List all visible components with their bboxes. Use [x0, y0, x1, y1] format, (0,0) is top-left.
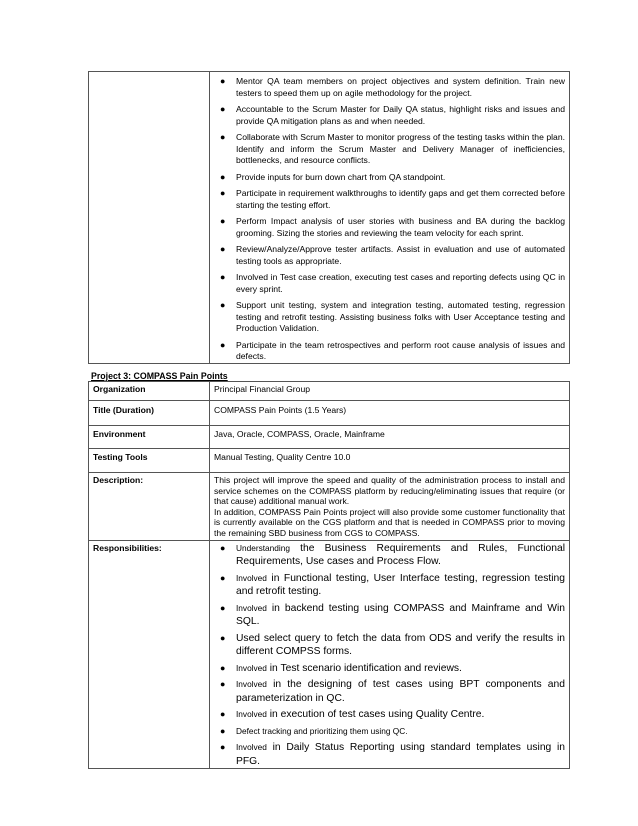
list-item: ● Mentor QA team members on project objectives and system definition. Train new testers to speed them up on agile methodology for the project.: [220, 76, 565, 98]
bullet-icon: ●: [220, 742, 226, 753]
list-item: ● Accountable to the Scrum Master for Daily QA status, highlight risks and issues and provide QA mitigation plans as and when needed.: [220, 104, 565, 126]
list-item: ● Review/Analyze/Approve tester artifacts. Assist in evaluation and use of automated testing tools as appropriate.: [220, 244, 565, 266]
environment-label: Environment: [89, 426, 210, 449]
description-label: Description:: [89, 473, 210, 541]
bullet-icon: ●: [220, 709, 226, 720]
bullet-icon: ●: [220, 542, 226, 553]
description-value: [210, 473, 570, 541]
list-item: ● Involved in Functional testing, User Interface testing, regression testing and retrofit testing.: [220, 572, 565, 598]
responsibilities-list: [214, 72, 565, 363]
bullet-icon: ●: [220, 132, 226, 142]
bullet-icon: ●: [220, 572, 226, 583]
list-item: ● Involved in Daily Status Reporting using standard templates using in PFG.: [220, 742, 565, 767]
duration-label: Title (Duration): [89, 401, 210, 426]
list-item: ● Understanding the Business Requirements and Rules, Functional Requirements, Use cases and Process Flow.: [220, 542, 565, 568]
project-3-details-table: [88, 381, 570, 769]
table-row: [89, 382, 570, 401]
list-item: ● Collaborate with Scrum Master to monitor progress of the testing tasks within the plan. Identify and inform the Scrum Master and Delivery Manager of inefficiencies, bottlenecks, and resource conflicts.: [220, 132, 565, 165]
environment-value: Java, Oracle, COMPASS, Oracle, Mainframe: [210, 426, 570, 449]
project-2-responsibilities-table: [88, 71, 570, 364]
bullet-icon: ●: [220, 300, 226, 310]
table-row: [89, 540, 570, 769]
bullet-icon: ●: [220, 76, 226, 86]
list-item: ● Involved in Test scenario identification and reviews.: [220, 662, 462, 674]
testing-tools-value: Manual Testing, Quality Centre 10.0: [210, 449, 570, 473]
table-row: [89, 401, 570, 426]
list-item: ● Used select query to fetch the data from ODS and verify the results in different COMPSS forms.: [220, 632, 565, 658]
bullet-icon: ●: [220, 244, 226, 254]
bullet-icon: ●: [220, 602, 226, 613]
description-paragraph: This project will improve the speed and quality of the administration process to install and service schemes on the COMPASS platform by reducing/eliminating issues that require (or that cause) additional manual work.: [214, 475, 565, 507]
bullet-icon: ●: [220, 725, 226, 736]
list-item: ● Involved in the designing of test cases using BPT components and parameterization in QC.: [220, 679, 565, 704]
list-item: ● Involved in execution of test cases using Quality Centre.: [220, 709, 485, 721]
table-row: [89, 72, 570, 364]
bullet-icon: ●: [220, 216, 226, 226]
bullet-icon: ●: [220, 188, 226, 198]
table-row: [89, 426, 570, 449]
list-item: ● Participate in the team retrospectives and perform root cause analysis of issues and defects.: [220, 339, 565, 361]
list-item: ● Participate in requirement walkthroughs to identify gaps and get them corrected before starting the testing effort.: [220, 188, 565, 210]
list-item: ● Provide inputs for burn down chart from QA standpoint.: [220, 171, 446, 182]
bullet-icon: ●: [220, 272, 226, 282]
bullet-icon: ●: [220, 339, 226, 350]
responsibilities-label: Responsibilities:: [89, 540, 210, 769]
duration-value: COMPASS Pain Points (1.5 Years): [210, 401, 570, 426]
responsibilities-cell: [210, 72, 570, 364]
list-item: ● Perform Impact analysis of user stories with business and BA during the backlog grooming. Sizing the stories and reviewing the team velocity for each sprint.: [220, 216, 565, 238]
bullet-icon: ●: [220, 632, 226, 643]
testing-tools-label: Testing Tools: [89, 449, 210, 473]
list-item: ● Defect tracking and prioritizing them using QC.: [214, 725, 565, 739]
responsibilities-cell: [210, 540, 570, 769]
empty-label-cell: [89, 72, 210, 364]
project-3-title: Project 3: COMPASS Pain Points: [91, 371, 228, 381]
bullet-icon: ●: [220, 171, 226, 182]
bullet-icon: ●: [220, 662, 226, 673]
table-row: [89, 473, 570, 541]
responsibilities-list: [214, 541, 565, 769]
bullet-icon: ●: [220, 104, 226, 114]
list-item: ● Involved in backend testing using COMPASS and Mainframe and Win SQL.: [220, 602, 565, 628]
table-row: [89, 449, 570, 473]
description-paragraph: In addition, COMPASS Pain Points project will also provide some customer functionality that is currently available on the CGS platform and that is needed in COMPASS prior to moving the remaining SBD business from CGS to COMPASS.: [214, 506, 565, 538]
list-item: ● Support unit testing, system and integration testing, automated testing, regression testing and retrofit testing. Assisting business folks with User Acceptance testing and Production Validation.: [220, 300, 565, 333]
organization-label: Organization: [89, 382, 210, 401]
list-item: ● Involved in Test case creation, executing test cases and reporting defects using QC in every sprint.: [220, 272, 565, 294]
bullet-icon: ●: [220, 679, 226, 690]
organization-value: Principal Financial Group: [210, 382, 570, 401]
